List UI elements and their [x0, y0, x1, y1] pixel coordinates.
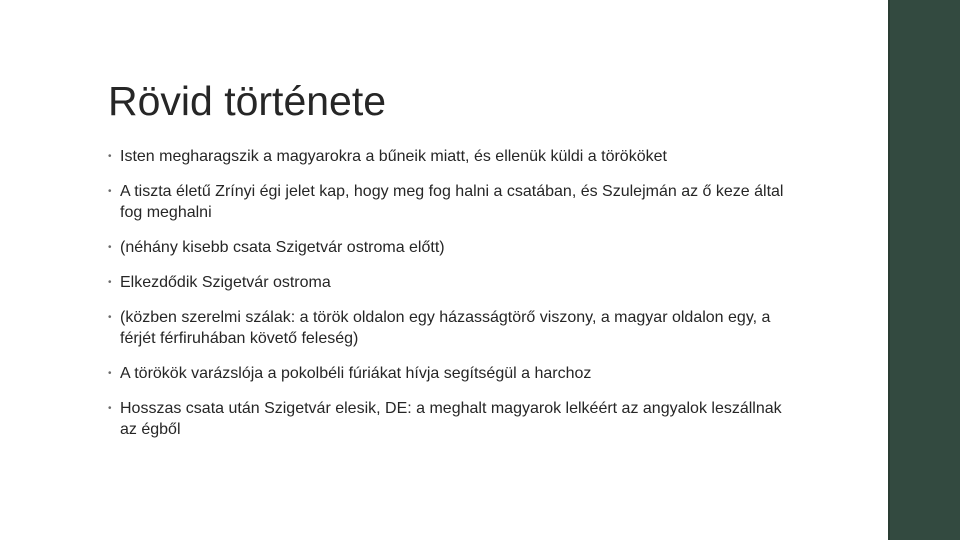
- bullet-item: [108, 307, 788, 349]
- bullet-item: [108, 237, 788, 258]
- bullet-item: [108, 146, 788, 167]
- bullet-item: [108, 363, 788, 384]
- slide-title: Rövid története: [108, 78, 387, 124]
- bullet-dot-icon: •: [108, 186, 112, 197]
- bullet-item: [108, 272, 788, 293]
- side-accent-band: [888, 0, 960, 540]
- bullet-text: (közben szerelmi szálak: a török oldalon egy házasságtörő viszony, a magyar oldalon egy, a férjét férfiruhában követő feleség): [120, 309, 771, 347]
- bullet-text: Hosszas csata után Szigetvár elesik, DE: a meghalt magyarok lelkéért az angyalok leszállnak az égből: [120, 400, 782, 438]
- bullet-text: Elkezdődik Szigetvár ostroma: [120, 274, 331, 291]
- bullet-dot-icon: •: [108, 403, 112, 414]
- bullet-text: Isten megharagszik a magyarokra a bűneik miatt, és ellenük küldi a törököket: [120, 148, 667, 165]
- bullet-item: [108, 181, 788, 223]
- bullet-dot-icon: •: [108, 312, 112, 323]
- bullet-dot-icon: •: [108, 242, 112, 253]
- bullet-text: A tiszta életű Zrínyi égi jelet kap, hogy meg fog halni a csatában, és Szulejmán az ő keze által fog meghalni: [120, 183, 784, 221]
- bullet-item: [108, 398, 788, 440]
- bullet-dot-icon: •: [108, 368, 112, 379]
- bullet-list: [108, 146, 788, 454]
- bullet-dot-icon: •: [108, 277, 112, 288]
- bullet-text: A törökök varázslója a pokolbéli fúriákat hívja segítségül a harchoz: [120, 365, 592, 382]
- bullet-text: (néhány kisebb csata Szigetvár ostroma előtt): [120, 239, 445, 256]
- bullet-dot-icon: •: [108, 151, 112, 162]
